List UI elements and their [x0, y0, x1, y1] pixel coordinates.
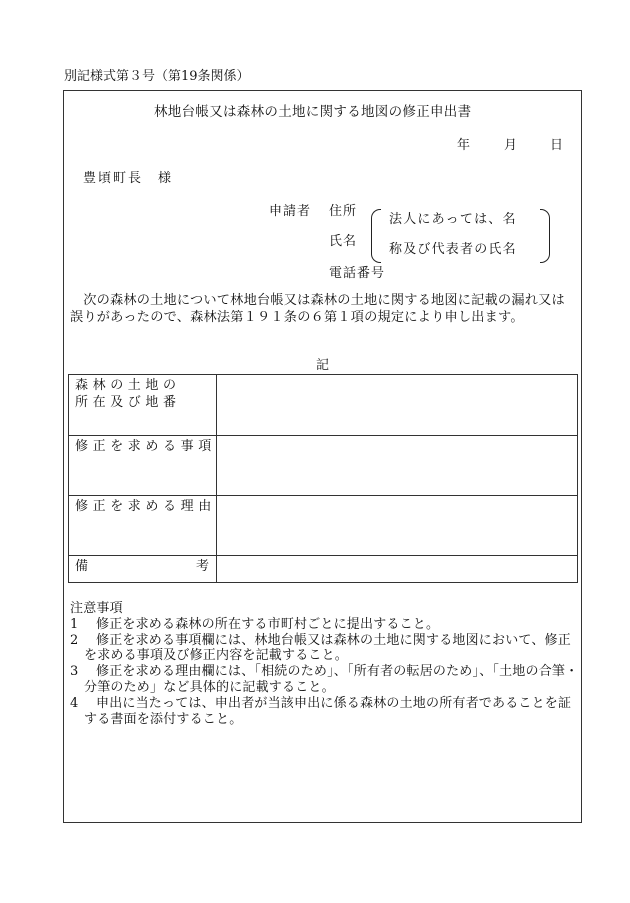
- body-paragraph: 次の森林の土地について林地台帳又は森林の土地に関する地図に記載の漏れ又は誤りがあったので、森林法第１９１条の６第１項の規定により申し出ます。: [70, 293, 565, 325]
- corporation-note-line1: 法人にあっては、名: [389, 212, 517, 227]
- remarks-label-left: 備: [75, 559, 89, 574]
- date-day-label: 日: [550, 138, 564, 153]
- note-item: 4 申出に当たっては、申出者が当該申出に係る森林の土地の所有者であることを証する書面を添付すること。: [70, 695, 572, 727]
- remarks-label-cell: [69, 556, 217, 583]
- correction-item-label: 修正を求める事項: [69, 436, 217, 496]
- bracket-right: [540, 209, 550, 263]
- applicant-label: 申請者: [269, 204, 312, 219]
- bracket-left: [371, 209, 381, 263]
- applicant-phone-label: 電話番号: [329, 266, 386, 281]
- ki-heading: 記: [316, 358, 330, 373]
- note-item: 1 修正を求める森林の所在する市町村ごとに提出すること。: [70, 616, 440, 632]
- correction-reason-value-cell[interactable]: [217, 496, 578, 556]
- detail-table: [68, 374, 578, 583]
- notes-section: [70, 601, 580, 727]
- corporation-note-line2: 称及び代表者の氏名: [389, 242, 517, 257]
- location-label-line1: 森林の土地の: [75, 378, 181, 393]
- addressee: 豊頃町長 様: [83, 171, 174, 186]
- location-value-cell[interactable]: [217, 375, 578, 436]
- date-year-label: 年: [457, 138, 471, 153]
- document-title: 林地台帳又は森林の土地に関する地図の修正申出書: [154, 104, 472, 120]
- applicant-name-label: 氏名: [329, 234, 358, 249]
- location-label-line2: 所在及び地番: [75, 395, 181, 410]
- date-month-label: 月: [504, 138, 518, 153]
- note-item: 2 修正を求める事項欄には、林地台帳又は森林の土地に関する地図において、修正を求める事項及び修正内容を記載すること。: [70, 632, 571, 664]
- remarks-value-cell[interactable]: [217, 556, 578, 583]
- notes-heading: 注意事項: [70, 601, 123, 616]
- correction-item-value-cell[interactable]: [217, 436, 578, 496]
- form-number: 別記様式第３号（第19条関係）: [64, 69, 250, 84]
- remarks-label-right: 考: [195, 559, 209, 574]
- note-item: 3 修正を求める理由欄には、「相続のため」、「所有者の転居のため」、「土地の合筆・分筆のため」など具体的に記載すること。: [70, 664, 579, 695]
- correction-reason-label: 修正を求める理由: [69, 496, 217, 556]
- location-label-cell: [69, 375, 217, 436]
- applicant-address-label: 住所: [329, 204, 358, 219]
